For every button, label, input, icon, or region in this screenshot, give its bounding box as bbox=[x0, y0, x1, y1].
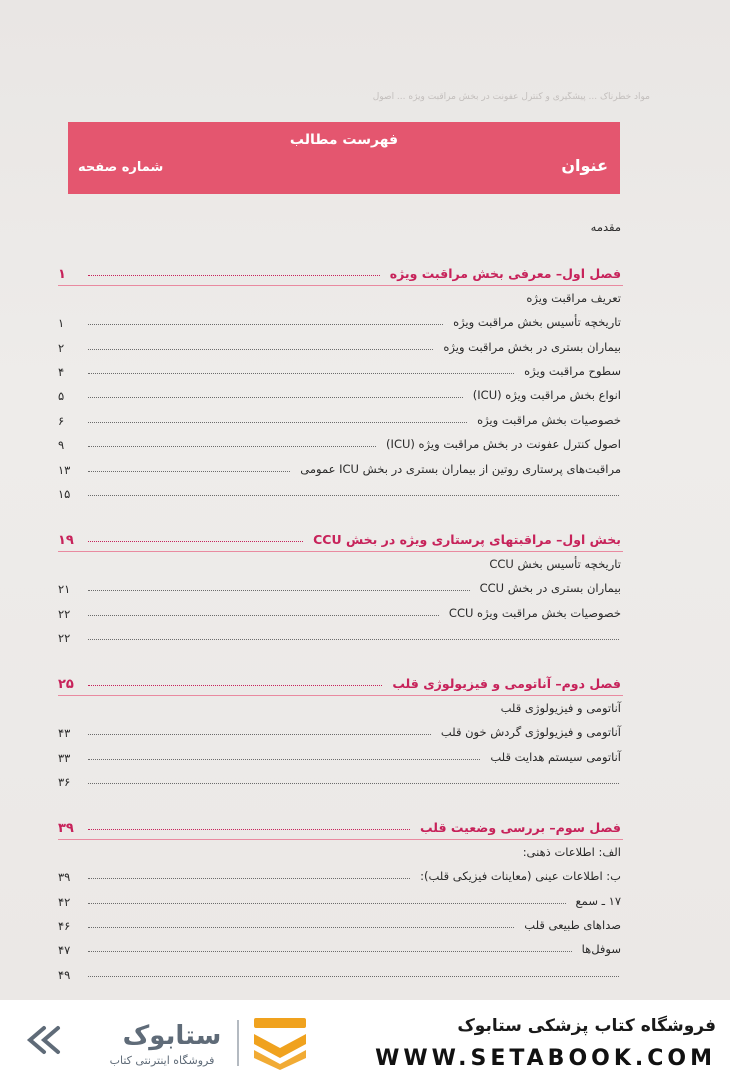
toc-entry-title: صداهای طبیعی قلب bbox=[524, 918, 621, 932]
page-number: ۴۲ bbox=[58, 894, 71, 909]
page-number: ۲۱ bbox=[58, 582, 71, 597]
page-number: ۶ bbox=[58, 413, 65, 428]
chapter-row bbox=[58, 818, 623, 838]
chapter-title: فصل اول– معرفی بخش مراقبت ویژه bbox=[389, 266, 621, 282]
logo-wordmark: ستابوک bbox=[122, 1021, 222, 1051]
toc-row bbox=[58, 843, 623, 863]
toc-row bbox=[58, 386, 623, 406]
toc-entry-title: آناتومی و فیزیولوژی گردش خون قلب bbox=[440, 725, 621, 740]
toc-row bbox=[58, 916, 623, 936]
chapter-separator bbox=[58, 551, 623, 552]
leader-dots bbox=[88, 783, 619, 784]
page-number: ۱ bbox=[58, 316, 65, 331]
toc-entry-title: خصوصیات بخش مراقبت ویژه CCU bbox=[448, 605, 621, 620]
bleed-through-text: مواد خطرناک ... پیشگیری و کنترل عفونت در بخش مراقبت ویژه ... اصول bbox=[372, 92, 650, 102]
chapter-row bbox=[58, 530, 623, 550]
leader-dots bbox=[88, 903, 566, 904]
leader-dots bbox=[88, 976, 619, 977]
toc-row bbox=[58, 411, 623, 431]
toc-row bbox=[58, 289, 623, 309]
chevron-logo-icon bbox=[254, 1018, 306, 1070]
page-number: ۳۶ bbox=[58, 775, 71, 789]
toc-row bbox=[58, 484, 623, 504]
toc-row bbox=[58, 772, 623, 792]
page-number: ۴ bbox=[58, 365, 65, 379]
toc-row bbox=[58, 604, 623, 624]
page-number: ۹ bbox=[58, 438, 65, 453]
toc-row bbox=[58, 435, 623, 455]
leader-dots bbox=[88, 495, 619, 496]
leader-dots bbox=[88, 397, 463, 398]
chapter-title: فصل دوم– آناتومی و فیزیولوژی قلب bbox=[392, 676, 621, 692]
toc-header-banner bbox=[68, 122, 620, 194]
leader-dots bbox=[88, 349, 433, 350]
page-number: ۳۹ bbox=[58, 870, 71, 885]
toc-entry-title: الف: اطلاعات ذهنی: bbox=[522, 844, 621, 859]
toc-entry-title: اصول کنترل عفونت در بخش مراقبت ویژه (ICU) bbox=[386, 437, 621, 452]
table-of-contents bbox=[58, 200, 623, 990]
page-number: ۱ bbox=[58, 267, 66, 283]
toc-row bbox=[58, 628, 623, 648]
column-label-title: عنوان bbox=[561, 156, 608, 175]
double-chevron-left-icon bbox=[30, 1028, 58, 1052]
toc-row bbox=[58, 218, 623, 238]
page-number: ۳۹ bbox=[58, 821, 74, 837]
leader-dots bbox=[88, 927, 514, 928]
toc-entry-title: آناتومی و فیزیولوژی قلب bbox=[500, 700, 621, 715]
toc-title: فهرست مطالب bbox=[289, 132, 399, 148]
store-name: فروشگاه کتاب پزشکی ستابوک bbox=[457, 1016, 716, 1036]
setabook-logo bbox=[22, 1014, 312, 1070]
page-number: ۱۵ bbox=[58, 487, 71, 501]
leader-dots bbox=[88, 759, 480, 760]
leader-dots bbox=[88, 615, 439, 616]
toc-entry-title: تعریف مراقبت ویژه bbox=[526, 290, 621, 305]
leader-dots bbox=[88, 590, 470, 591]
column-label-page-number: شماره صفحه bbox=[78, 160, 164, 175]
toc-entry-title: بیماران بستری در بخش مراقبت ویژه bbox=[443, 339, 621, 354]
chapter-separator bbox=[58, 695, 623, 696]
toc-row bbox=[58, 362, 623, 382]
page-number: ۵ bbox=[58, 389, 65, 404]
toc-entry-title: مراقبت‌های پرستاری روتین از بیماران بستری در بخش ICU عمومی bbox=[300, 461, 621, 476]
toc-row bbox=[58, 940, 623, 960]
page-number: ۴۷ bbox=[58, 943, 71, 958]
toc-entry-title: بیماران بستری در بخش CCU bbox=[479, 581, 621, 596]
toc-row bbox=[58, 867, 623, 887]
leader-dots bbox=[88, 829, 410, 830]
leader-dots bbox=[88, 373, 514, 374]
page-number: ۴۶ bbox=[58, 919, 71, 933]
toc-entry-title: سطوح مراقبت ویژه bbox=[524, 364, 621, 378]
toc-entry-title: مقدمه bbox=[590, 220, 621, 234]
leader-dots bbox=[88, 541, 303, 542]
toc-entry-title: تاریخچه تأسیس بخش CCU bbox=[489, 556, 621, 571]
chapter-separator bbox=[58, 839, 623, 840]
toc-entry-title: انواع بخش مراقبت ویژه (ICU) bbox=[472, 388, 621, 403]
leader-dots bbox=[88, 734, 431, 735]
page-number: ۱۹ bbox=[58, 533, 74, 549]
page-number: ۱۳ bbox=[58, 462, 71, 477]
leader-dots bbox=[88, 639, 619, 640]
toc-entry-title: خصوصیات بخش مراقبت ویژه bbox=[477, 412, 621, 427]
leader-dots bbox=[88, 685, 382, 686]
page-number: ۴۹ bbox=[58, 967, 71, 982]
toc-entry-title: ۱۷ ـ سمع bbox=[575, 893, 621, 908]
toc-entry-title: تاریخچه تأسیس بخش مراقبت ویژه bbox=[453, 315, 621, 330]
page-number: ۴۳ bbox=[58, 726, 71, 741]
chapter-row bbox=[58, 674, 623, 694]
chapter-title: فصل سوم– بررسی وضعیت قلب bbox=[420, 820, 621, 836]
toc-row bbox=[58, 699, 623, 719]
page-number: ۲۲ bbox=[58, 631, 71, 645]
page-number: ۳۳ bbox=[58, 750, 71, 765]
chapter-separator bbox=[58, 285, 623, 286]
toc-row bbox=[58, 460, 623, 480]
toc-row bbox=[58, 965, 623, 985]
leader-dots bbox=[88, 951, 572, 952]
toc-entry-title: سوفل‌ها bbox=[581, 942, 621, 957]
page-number: ۲ bbox=[58, 340, 65, 355]
logo-subtitle: فروشگاه اینترنتی کتاب bbox=[109, 1054, 215, 1067]
toc-row bbox=[58, 892, 623, 912]
store-footer bbox=[0, 1000, 730, 1080]
toc-entry-title: آناتومی سیستم هدایت قلب bbox=[490, 749, 621, 764]
chapter-title: بخش اول– مراقبتهای پرستاری ویژه در بخش CCU bbox=[313, 532, 621, 548]
page-number: ۲۲ bbox=[58, 606, 71, 621]
page-number: ۲۵ bbox=[58, 677, 74, 693]
toc-row bbox=[58, 748, 623, 768]
leader-dots bbox=[88, 324, 443, 325]
chapter-row bbox=[58, 264, 623, 284]
leader-dots bbox=[88, 422, 467, 423]
leader-dots bbox=[88, 275, 380, 276]
toc-row bbox=[58, 555, 623, 575]
toc-entry-title: ب: اطلاعات عینی (معاینات فیزیکی قلب): bbox=[420, 869, 621, 884]
toc-row bbox=[58, 579, 623, 599]
leader-dots bbox=[88, 471, 290, 472]
toc-row bbox=[58, 723, 623, 743]
leader-dots bbox=[88, 878, 410, 879]
leader-dots bbox=[88, 446, 376, 447]
store-url-link[interactable]: WWW.SETABOOK.COM bbox=[375, 1046, 716, 1071]
toc-row bbox=[58, 313, 623, 333]
toc-row bbox=[58, 338, 623, 358]
